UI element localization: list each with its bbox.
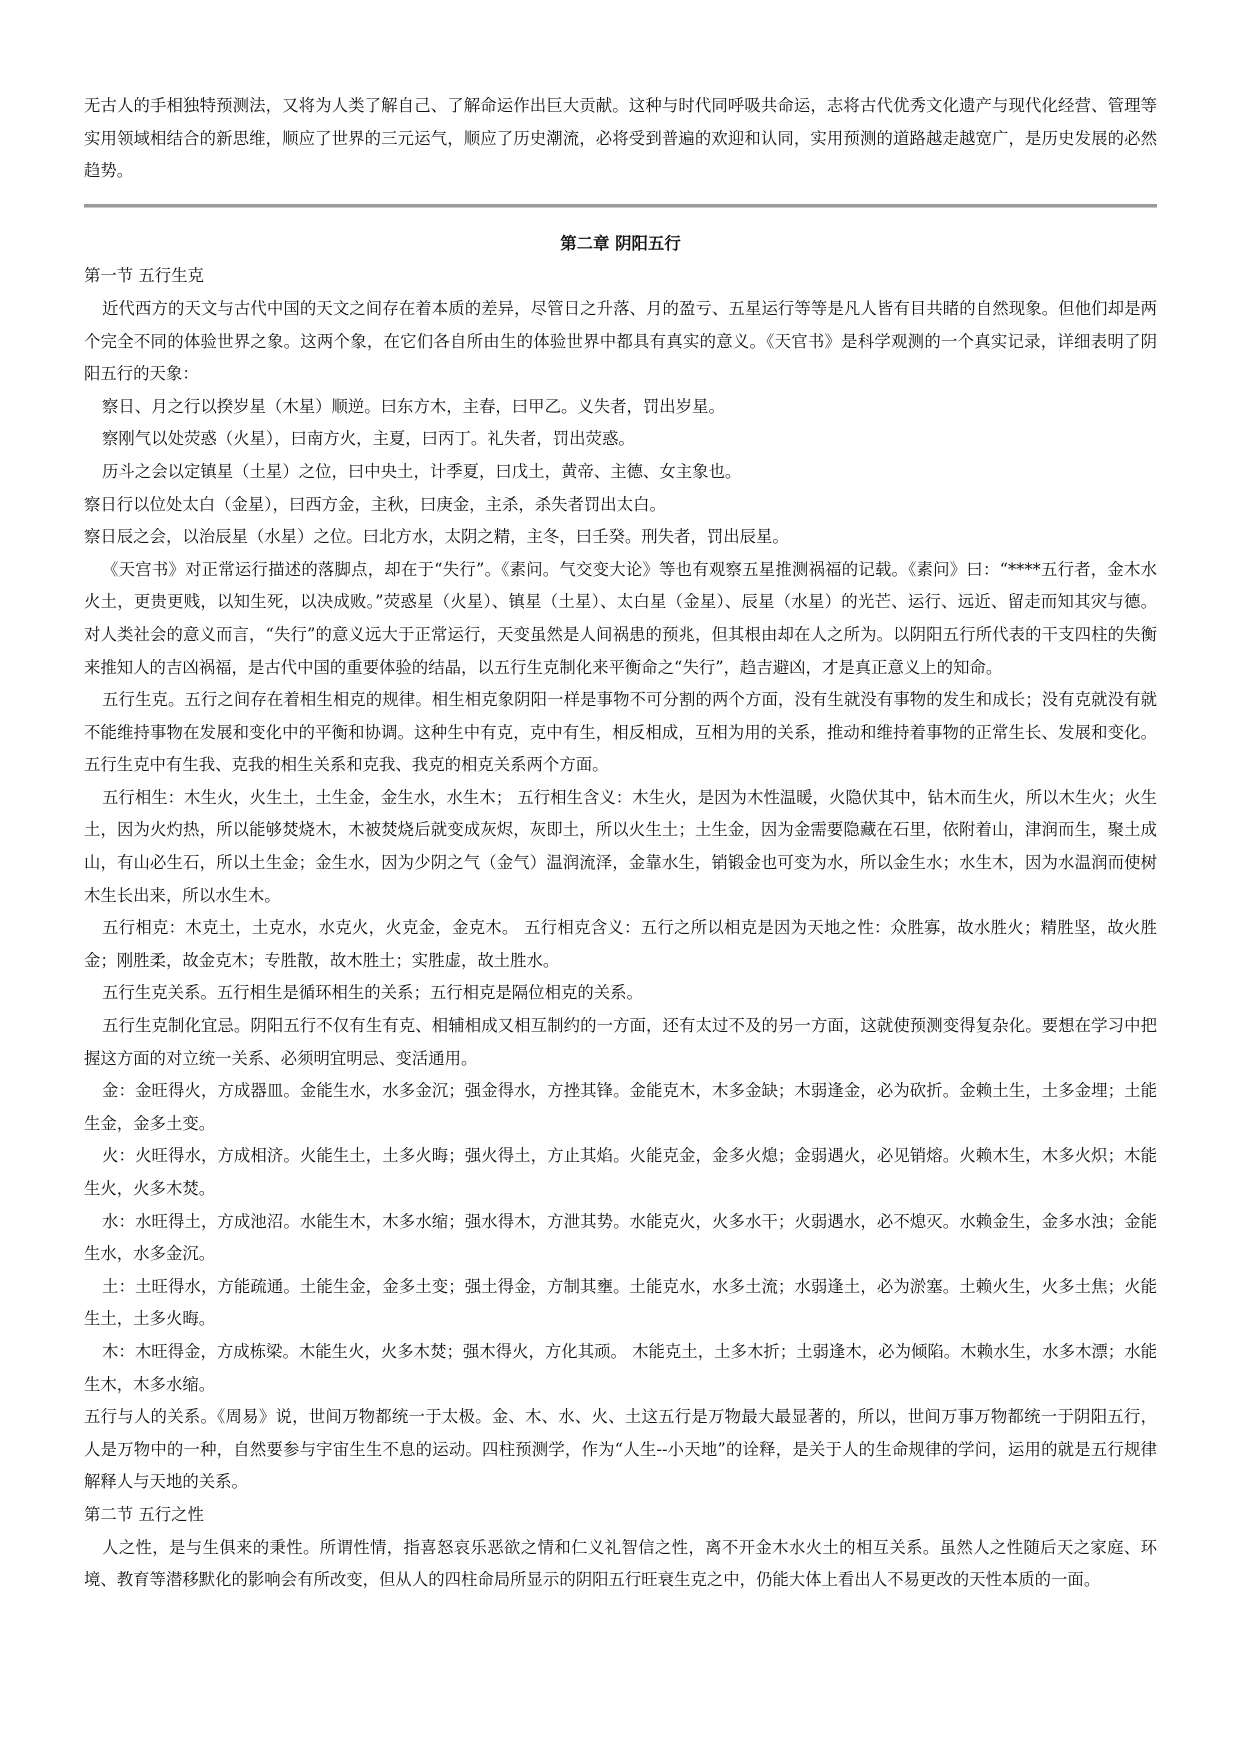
paragraph: 近代西方的天文与古代中国的天文之间存在着本质的差异，尽管日之升落、月的盈亏、五星运行等等是凡人皆有目共睹的自然现象。但他们却是两个完全不同的体验世界之象。这两个象，在它们各自所由生的体验世界中都具有真实的意义。《天官书》是科学观测的一个真实记录，详细表明了阴阳五行的天象：: [84, 298, 1157, 384]
paragraph: 察日行以位处太白（金星），曰西方金，主秋，曰庚金，主杀，杀失者罚出太白。: [84, 494, 666, 514]
paragraph: 察日辰之会，以治辰星（水星）之位。曰北方水，太阴之精，主冬，曰壬癸。刑失者，罚出辰星。: [84, 527, 789, 547]
paragraph: 历斗之会以定镇星（土星）之位，曰中央土，计季夏，曰戊土，黄帝、主德、女主象也。: [102, 461, 742, 481]
paragraph: 火：火旺得水，方成相济。火能生土，土多火晦；强火得土，方止其焰。火能克金，金多火熄；金弱遇火，必见销熔。火赖木生，木多火炽；木能生火，火多木焚。: [84, 1146, 1157, 1198]
paragraph: 察刚气以处荧惑（火星），曰南方火，主夏，曰丙丁。礼失者，罚出荧惑。: [102, 429, 635, 449]
paragraph: 五行与人的关系。《周易》说，世间万物都统一于太极。金、木、水、火、土这五行是万物最大最显著的，所以，世间万事万物都统一于阴阳五行，人是万物中的一种，自然要参与宇宙生生不息的运动。四柱预测学，作为“人生--小天地”的诠释，是关于人的生命规律的学问，运用的就是五行规律解释人与天地的关系。: [84, 1407, 1157, 1492]
horizontal-divider: [84, 204, 1157, 208]
paragraph: 五行相生：木生火，火生土，土生金，金生水，水生木； 五行相生含义：木生火，是因为木性温暖，火隐伏其中，钻木而生火，所以木生火；火生土，因为火灼热，所以能够焚烧木，木被焚烧后就变成灰烬，灰即土，所以火生土；土生金，因为金需要隐藏在石里，依附着山，津润而生，聚土成山，有山必生石，所以土生金；金生水，因为少阴之气（金气）温润流泽，金靠水生，销锻金也可变为水，所以金生水；水生木，因为水温润而使树木生长出来，所以水生木。: [84, 787, 1157, 905]
paragraph: 水：水旺得土，方成池沼。水能生木，木多水缩；强水得木，方泄其势。水能克火，火多水干；火弱遇水，必不熄灭。水赖金生，金多水浊；金能生水，水多金沉。: [84, 1211, 1157, 1264]
paragraph: 五行生克制化宜忌。阴阳五行不仅有生有克、相辅相成又相互制约的一方面，还有太过不及的另一方面，这就使预测变得复杂化。要想在学习中把握这方面的对立统一关系、必须明宜明忌、变活通用。: [84, 1016, 1157, 1068]
paragraph: 木：木旺得金，方成栋梁。木能生火，火多木焚；强木得火，方化其顽。 木能克土，土多木折；土弱逢木，必为倾陷。木赖水生，水多木漂；水能生木，木多水缩。: [84, 1341, 1157, 1394]
paragraph: 金：金旺得火，方成器皿。金能生水，水多金沉；强金得水，方挫其锋。金能克木，木多金缺；木弱逢金，必为砍折。金赖土生，土多金埋；土能生金，金多土变。: [84, 1081, 1157, 1133]
paragraph: 土：土旺得水，方能疏通。土能生金，金多土变；强土得金，方制其壅。土能克水，水多土流；水弱逢土，必为淤塞。土赖火生，火多土焦；火能生土，土多火晦。: [84, 1276, 1157, 1329]
paragraph: 人之性，是与生俱来的秉性。所谓性情，指喜怒哀乐恶欲之情和仁义礼智信之性，离不开金木水火土的相互关系。虽然人之性随后天之家庭、环境、教育等潜移默化的影响会有所改变，但从人的四柱命局所显示的阴阳五行旺衰生克之中，仍能大体上看出人不易更改的天性本质的一面。: [84, 1537, 1157, 1590]
section-title: 第二节 五行之性: [84, 1504, 204, 1524]
intro-paragraph: 无古人的手相独特预测法，又将为人类了解自己、了解命运作出巨大贡献。这种与时代同呼吸共命运，志将古代优秀文化遗产与现代化经营、管理等实用领域相结合的新思维，顺应了世界的三元运气，顺应了历史潮流，必将受到普遍的欢迎和认同，实用预测的道路越走越宽广，是历史发展的必然趋势。: [84, 96, 1157, 181]
paragraph: 五行生克。五行之间存在着相生相克的规律。相生相克象阴阳一样是事物不可分割的两个方面，没有生就没有事物的发生和成长；没有克就没有就不能维持事物在发展和变化中的平衡和协调。这种生中有克，克中有生，相反相成，互相为用的关系，推动和维持着事物的正常生长、发展和变化。五行生克中有生我、克我的相生关系和克我、我克的相克关系两个方面。: [84, 690, 1157, 775]
chapter-title: 第二章 阴阳五行: [560, 233, 681, 253]
paragraph: 五行生克关系。五行相生是循环相生的关系；五行相克是隔位相克的关系。: [102, 983, 643, 1003]
document-page: [84, 90, 1157, 1597]
section-title: 第一节 五行生克: [84, 266, 204, 286]
paragraph: 《天宫书》对正常运行描述的落脚点，却在于“失行”。《素问。气交变大论》等也有观察五星推测祸福的记载。《素问》曰：“****五行者，金木水火土，更贵更贱，以知生死，以决成败。”荧惑星（火星）、镇星（土星）、太白星（金星）、辰星（水星）的光芒、运行、远近、留走而知其灾与德。对人类社会的意义而言，“失行”的意义远大于正常运行，天变虽然是人间祸患的预兆，但其根由却在人之所为。以阴阳五行所代表的干支四柱的失衡来推知人的吉凶祸福，是古代中国的重要体验的结晶，以五行生克制化来平衡命之“失行”，趋吉避凶，才是真正意义上的知命。: [84, 559, 1158, 677]
paragraph: 察日、月之行以揆岁星（木星）顺逆。曰东方木，主春，曰甲乙。义失者，罚出岁星。: [102, 396, 725, 416]
paragraph: 五行相克：木克土，土克水，水克火，火克金，金克木。 五行相克含义：五行之所以相克是因为天地之性：众胜寡，故水胜火；精胜坚，故火胜金；刚胜柔，故金克木；专胜散，故木胜土；实胜虚，故土胜水。: [84, 918, 1157, 970]
